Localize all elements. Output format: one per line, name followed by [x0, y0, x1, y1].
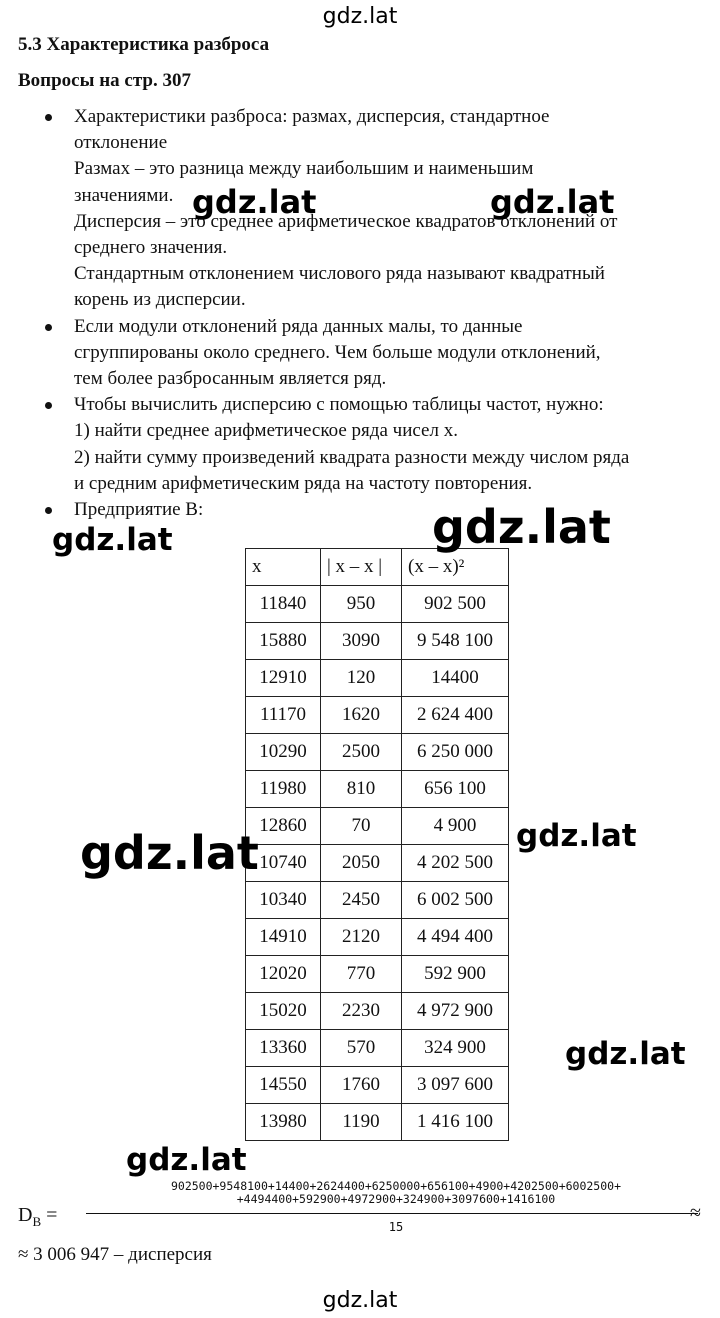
cell-x: 12910 [246, 660, 321, 697]
cell-abs-deviation: 1190 [321, 1104, 402, 1141]
cell-abs-deviation: 950 [321, 586, 402, 623]
table-body [246, 586, 509, 1141]
cell-abs-deviation: 70 [321, 808, 402, 845]
table-row [246, 808, 509, 845]
table-row [246, 623, 509, 660]
watermark-overlay: gdz.lat [516, 818, 637, 854]
table-row [246, 660, 509, 697]
cell-x: 14910 [246, 919, 321, 956]
cell-abs-deviation: 2450 [321, 882, 402, 919]
cell-x: 13980 [246, 1104, 321, 1141]
bullet-dot-icon [45, 324, 52, 331]
column-header-squared-deviation: (x – x)² [402, 549, 509, 586]
text-line: среднего значения. [74, 237, 228, 259]
cell-abs-deviation: 2500 [321, 734, 402, 771]
cell-x: 11840 [246, 586, 321, 623]
numerator-line: 902500+9548100+14400+2624400+6250000+656100+4900+4202500+6002500+ [170, 1179, 622, 1193]
table-row [246, 845, 509, 882]
equals-sign: = [46, 1204, 58, 1226]
text-line: 1) найти среднее арифметическое ряда чисел x. [74, 420, 458, 442]
table-row [246, 771, 509, 808]
variance-formula [18, 1180, 708, 1240]
table-row [246, 956, 509, 993]
watermark-overlay: gdz.lat [192, 183, 317, 221]
table-row [246, 1030, 509, 1067]
numerator-line: +4494400+592900+4972900+324900+3097600+1416100 [236, 1192, 556, 1206]
bullet-item [45, 314, 705, 393]
text-line: Стандартным отклонением числового ряда называют квадратный [74, 263, 605, 285]
column-header-abs-deviation: | x – x | [321, 549, 402, 586]
watermark-top: gdz.lat [322, 4, 398, 29]
text-line: Размах – это разница между наибольшим и наименьшим [74, 158, 534, 180]
cell-x: 10340 [246, 882, 321, 919]
watermark-overlay: gdz.lat [432, 500, 611, 554]
cell-abs-deviation: 2230 [321, 993, 402, 1030]
cell-abs-deviation: 120 [321, 660, 402, 697]
variance-result: ≈ 3 006 947 – дисперсия [18, 1244, 212, 1265]
cell-squared-deviation: 3 097 600 [402, 1067, 509, 1104]
cell-x: 10290 [246, 734, 321, 771]
cell-squared-deviation: 4 202 500 [402, 845, 509, 882]
table-header-row [246, 549, 509, 586]
table-row [246, 919, 509, 956]
variance-symbol: D [18, 1204, 33, 1226]
table-row [246, 734, 509, 771]
questions-title: Вопросы на стр. 307 [18, 70, 191, 91]
watermark-overlay: gdz.lat [52, 522, 173, 558]
text-line: тем более разбросанным является ряд. [74, 368, 387, 390]
text-line: корень из дисперсии. [74, 289, 246, 311]
cell-x: 11170 [246, 697, 321, 734]
cell-squared-deviation: 4 900 [402, 808, 509, 845]
deviation-table [245, 548, 509, 1141]
cell-abs-deviation: 2050 [321, 845, 402, 882]
formula-lhs [18, 1204, 57, 1230]
formula-denominator: 15 [388, 1220, 404, 1234]
cell-x: 14550 [246, 1067, 321, 1104]
cell-squared-deviation: 2 624 400 [402, 697, 509, 734]
cell-x: 15020 [246, 993, 321, 1030]
approx-sign: ≈ [690, 1202, 701, 1224]
cell-x: 10740 [246, 845, 321, 882]
cell-abs-deviation: 1620 [321, 697, 402, 734]
cell-abs-deviation: 770 [321, 956, 402, 993]
bullet-item [45, 392, 705, 497]
cell-x: 13360 [246, 1030, 321, 1067]
column-header-x: x [246, 549, 321, 586]
text-line: значениями. [74, 184, 174, 206]
table-row [246, 1104, 509, 1141]
bullet-list [45, 104, 705, 523]
cell-abs-deviation: 570 [321, 1030, 402, 1067]
table-row [246, 993, 509, 1030]
cell-x: 15880 [246, 623, 321, 660]
text-line: Предприятие В: [74, 499, 204, 521]
text-line: и средним арифметическим ряда на частоту повторения. [74, 472, 533, 494]
fraction-bar [86, 1213, 698, 1214]
watermark-overlay: gdz.lat [490, 183, 615, 221]
cell-x: 12020 [246, 956, 321, 993]
cell-squared-deviation: 1 416 100 [402, 1104, 509, 1141]
text-line: сгруппированы около среднего. Чем больше модули отклонений, [74, 341, 601, 363]
cell-squared-deviation: 656 100 [402, 771, 509, 808]
bullet-dot-icon [45, 114, 52, 121]
cell-x: 12860 [246, 808, 321, 845]
bullet-dot-icon [45, 402, 52, 409]
table-row [246, 586, 509, 623]
section-title: 5.3 Характеристика разброса [18, 34, 270, 55]
text-line: отклонение [74, 132, 168, 154]
cell-squared-deviation: 14400 [402, 660, 509, 697]
text-line: Если модули отклонений ряда данных малы, то данные [74, 315, 523, 337]
cell-x: 11980 [246, 771, 321, 808]
table-row [246, 882, 509, 919]
table-row [246, 697, 509, 734]
cell-squared-deviation: 902 500 [402, 586, 509, 623]
watermark-overlay: gdz.lat [80, 826, 259, 880]
variance-subscript: B [32, 1214, 42, 1229]
cell-abs-deviation: 810 [321, 771, 402, 808]
cell-abs-deviation: 1760 [321, 1067, 402, 1104]
text-line: Характеристики разброса: размах, дисперсия, стандартное [74, 106, 550, 127]
watermark-overlay: gdz.lat [126, 1142, 247, 1178]
cell-squared-deviation: 4 494 400 [402, 919, 509, 956]
cell-squared-deviation: 9 548 100 [402, 623, 509, 660]
bullet-dot-icon [45, 507, 52, 514]
cell-squared-deviation: 4 972 900 [402, 993, 509, 1030]
cell-squared-deviation: 6 250 000 [402, 734, 509, 771]
formula-numerator [86, 1180, 706, 1206]
text-line: Дисперсия – это среднее арифметическое квадратов отклонений от [74, 210, 618, 232]
cell-abs-deviation: 3090 [321, 623, 402, 660]
table-row [246, 1067, 509, 1104]
cell-squared-deviation: 324 900 [402, 1030, 509, 1067]
text-line: 2) найти сумму произведений квадрата разности между числом ряда [74, 446, 630, 468]
cell-squared-deviation: 6 002 500 [402, 882, 509, 919]
cell-abs-deviation: 2120 [321, 919, 402, 956]
cell-squared-deviation: 592 900 [402, 956, 509, 993]
watermark-overlay: gdz.lat [565, 1036, 686, 1072]
text-line: Чтобы вычислить дисперсию с помощью таблицы частот, нужно: [74, 394, 604, 416]
watermark-bottom: gdz.lat [322, 1288, 398, 1313]
